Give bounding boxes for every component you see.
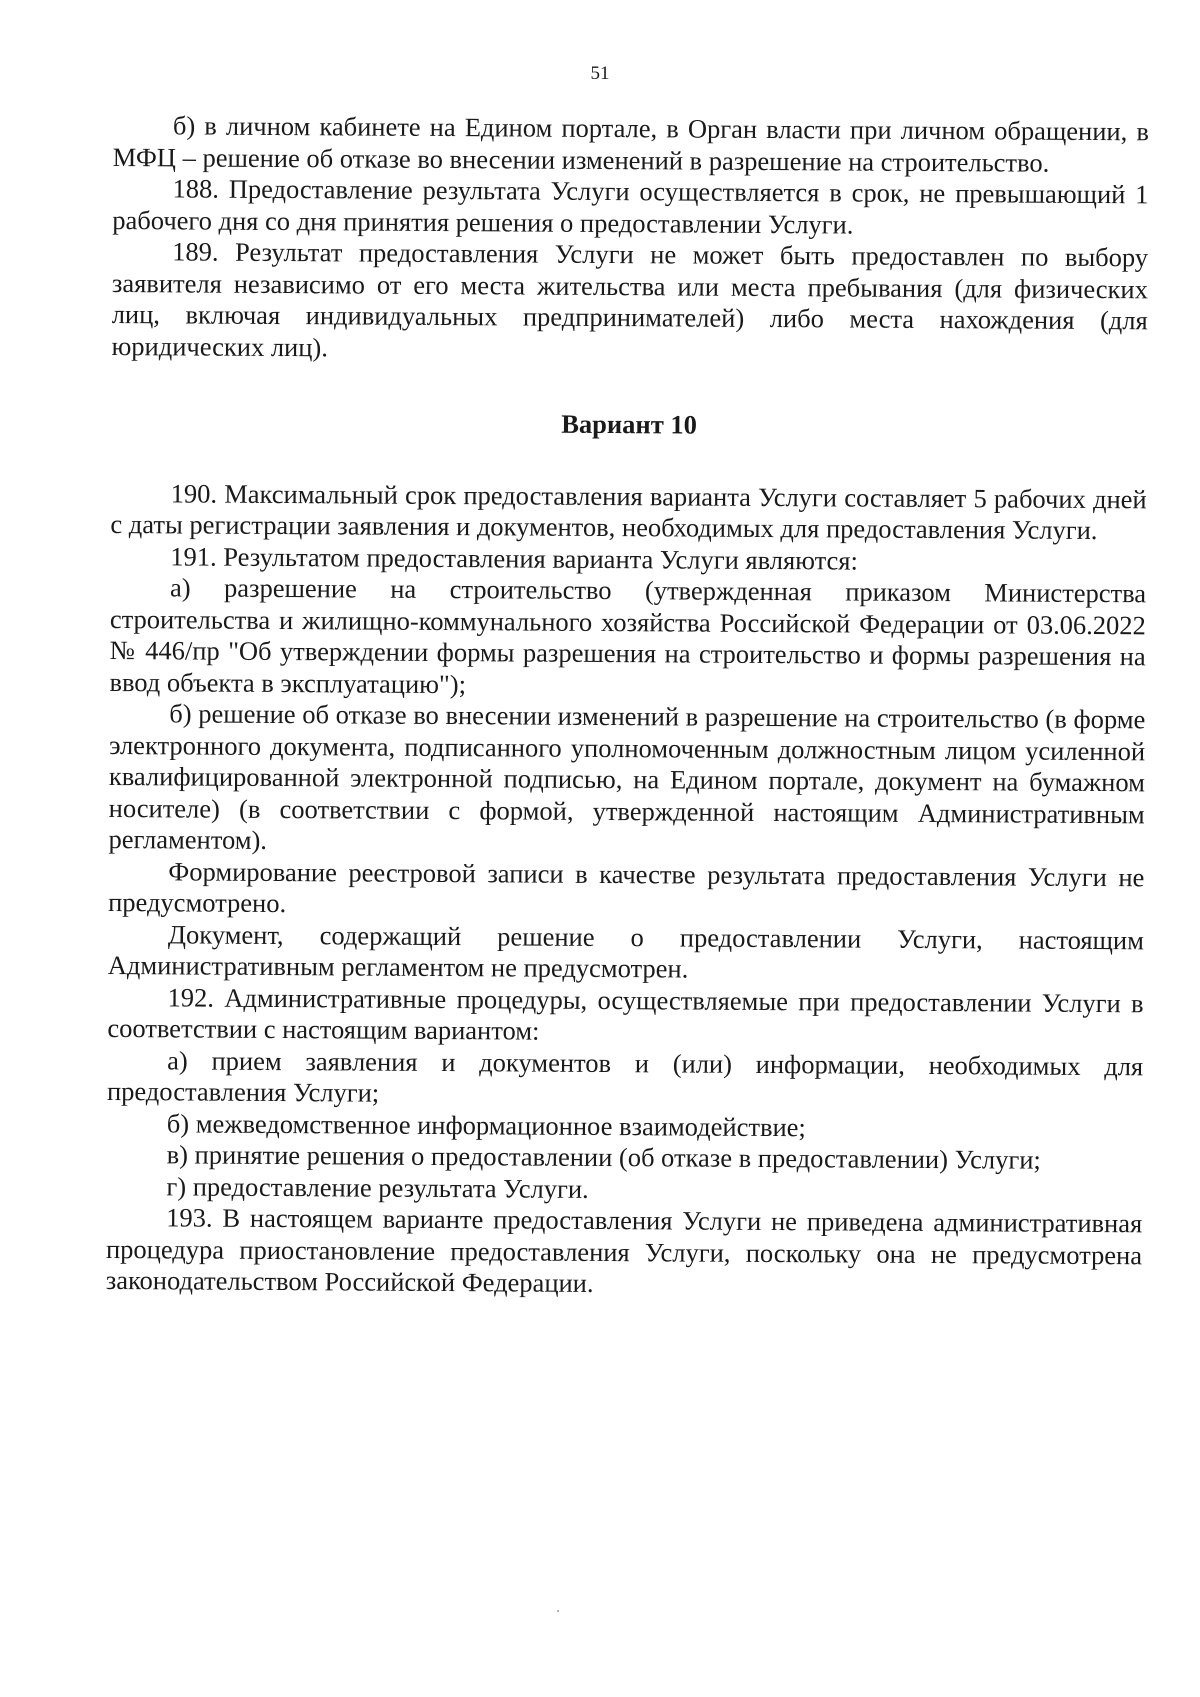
paragraph-191-b: б) решение об отказе во внесении изменений в разрешение на строительство (в форме электронного документа, подписанного уполномоченным должностным лицом усиленной квалифицированной электронной подписью, на Едином портале, документ на бумажном носителе) (в соответствии с формой, утвержденной настоящим Административным регламентом). [108,698,1146,855]
page-number: 51 [590,63,610,84]
paragraph-item-b: б) в личном кабинете на Едином портале, в Орган власти при личном обращении, в МФЦ – решение об отказе во внесении изменений в разрешение на строительство. [112,110,1149,178]
paragraph-188: 188. Предоставление результата Услуги осуществляется в срок, не превышающий 1 рабочего дня со дня принятия решения о предоставлении Услуги. [112,173,1149,240]
paragraph-193: 193. В настоящем варианте предоставления Услуги не приведена административная процедура приостановление предоставления Услуги, поскольку она не предусмотрена законодательством Российской Федерации. [105,1202,1143,1298]
section-heading: Вариант 10 [561,408,697,440]
paragraph-192-b: б) межведомственное информационное взаимодействие; [166,1107,806,1142]
paragraph-192-a: а) прием заявления и документов и (или) информации, необходимых для предоставления Услуги; [106,1044,1144,1108]
paragraph-189: 189. Результат предоставления Услуги не может быть предоставлен по выбору заявителя независимо от его места жительства или места пребывания (для физических лиц, включая индивидуальных предпринимателей) либо места нахождения (для юридических лиц). [111,236,1149,362]
paragraph-registry-record: Формирование реестровой записи в качестве результата предоставления Услуги не предусмотрено. [108,855,1145,919]
paragraph-192: 192. Административные процедуры, осуществляемые при предоставлении Услуги в соответствии с настоящим вариантом: [107,981,1144,1046]
paragraph-192-g: г) предоставление результата Услуги. [166,1170,589,1204]
paragraph-192-v: в) принятие решения о предоставлении (об отказе в предоставлении) Услуги; [166,1139,1041,1175]
paragraph-decision-document: Документ, содержащий решение о предоставлении Услуги, настоящим Административным регламентом не предусмотрен. [107,918,1145,984]
document-body [106,110,1149,1303]
paragraph-191-a: а) разрешение на строительство (утвержденная приказом Министерства строительства и жилищно-коммунального хозяйства Российской Федерации от 03.06.2022 № 446/пр "Об утверждении формы разрешения на строительство и формы разрешения на ввод объекта в эксплуатацию"); [109,572,1147,699]
paragraph-190: 190. Максимальный срок предоставления варианта Услуги составляет 5 рабочих дней с даты регистрации заявления и документов, необходимых для предоставления Услуги. [110,477,1147,546]
scan-speck [557,1610,559,1612]
paragraph-191: 191. Результатом предоставления варианта Услуги являются: [170,540,858,576]
